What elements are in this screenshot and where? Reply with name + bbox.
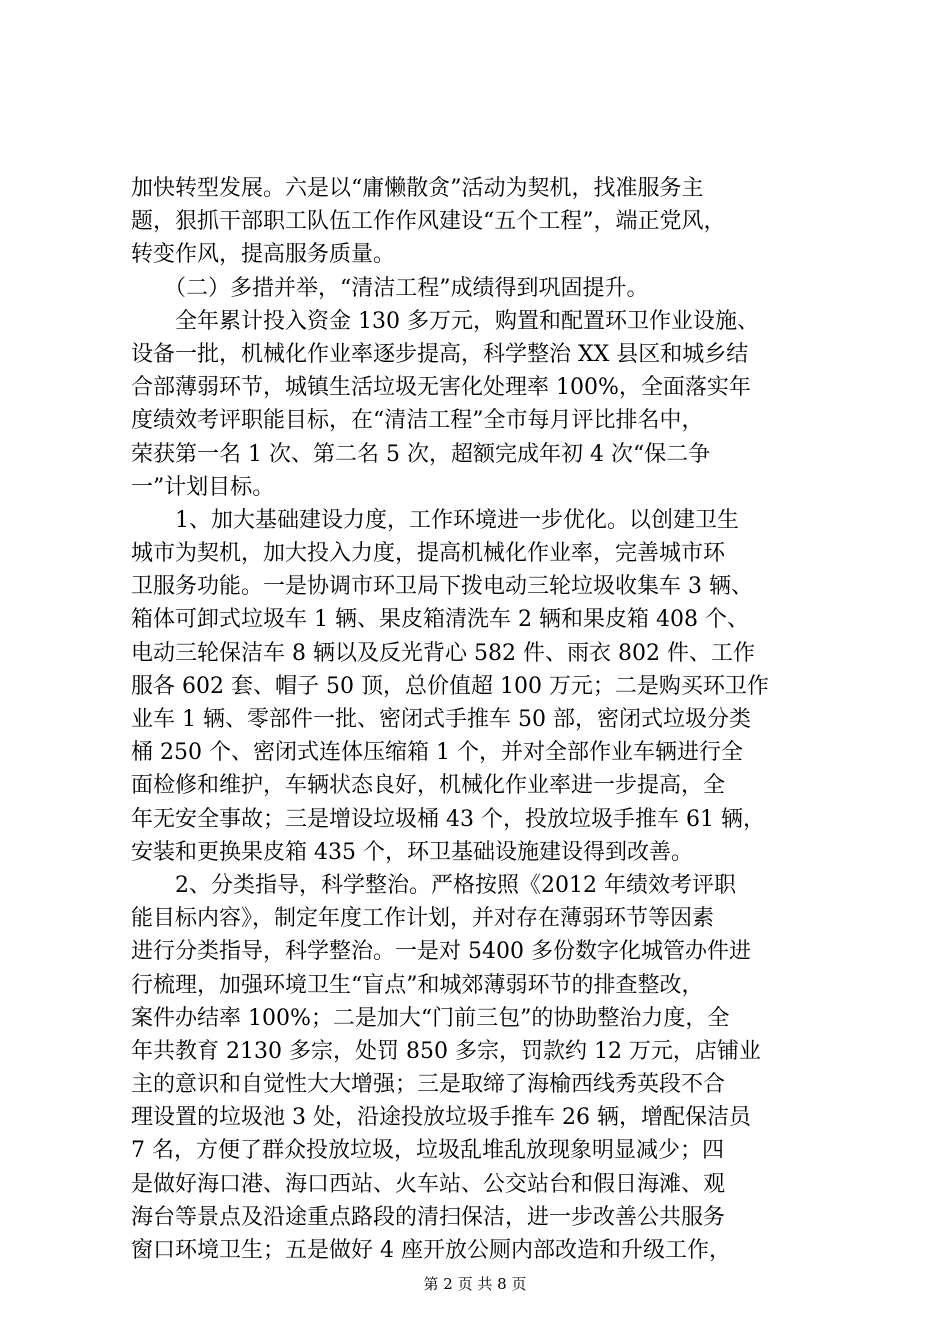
- text-line: 案件办结率 100%；二是加大“门前三包”的协助整治力度，全: [131, 1005, 730, 1031]
- text-line: 卫服务功能。一是协调市环卫局下拨电动三轮垃圾收集车 3 辆、: [131, 574, 753, 600]
- text-line: 设备一批，机械化作业率逐步提高，科学整治 XX 县区和城乡结: [131, 341, 749, 367]
- text-line: 面检修和维护，车辆状态良好，机械化作业率进一步提高，全: [131, 773, 726, 799]
- text-line: 1、加大基础建设力度，工作环境进一步优化。以创建卫生: [131, 507, 739, 533]
- text-line: 安装和更换果皮箱 435 个，环卫基础设施建设得到改善。: [131, 839, 693, 865]
- text-line: 海台等景点及沿途重点路段的清扫保洁，进一步改善公共服务: [131, 1204, 726, 1230]
- text-line: 转变作风，提高服务质量。: [131, 242, 396, 268]
- text-line: 2、分类指导，科学整治。严格按照《2012 年绩效考评职: [131, 872, 736, 898]
- text-line: 一”计划目标。: [131, 474, 275, 500]
- text-line: 7 名，方便了群众投放垃圾，垃圾乱堆乱放现象明显减少；四: [131, 1138, 724, 1164]
- text-line: 年无安全事故；三是增设垃圾桶 43 个，投放垃圾手推车 61 辆，: [131, 806, 765, 832]
- page-footer: 第 2 页 共 8 页: [423, 1275, 527, 1293]
- text-line: 城市为契机，加大投入力度，提高机械化作业率，完善城市环: [131, 541, 726, 567]
- text-line: 箱体可卸式垃圾车 1 辆、果皮箱清洗车 2 辆和果皮箱 408 个、: [131, 607, 749, 633]
- text-line: （二）多措并举，“清洁工程”成绩得到巩固提升。: [131, 275, 649, 301]
- text-line: 服各 602 套、帽子 50 顶，总价值超 100 万元；二是购买环卫作: [131, 673, 769, 699]
- text-line: 能目标内容》，制定年度工作计划，并对存在薄弱环节等因素: [131, 906, 715, 932]
- text-line: 桶 250 个、密闭式连体压缩箱 1 个，并对全部作业车辆进行全: [131, 740, 743, 766]
- text-line: 全年累计投入资金 130 多万元，购置和配置环卫作业设施、: [131, 308, 759, 334]
- body-text: [131, 172, 831, 1267]
- text-line: 合部薄弱环节，城镇生活垃圾无害化处理率 100%，全面落实年: [131, 375, 751, 401]
- text-line: 年共教育 2130 多宗，处罚 850 多宗，罚款约 12 万元，店铺业: [131, 1038, 761, 1064]
- text-line: 度绩效考评职能目标，在“清洁工程”全市每月评比排名中，: [131, 408, 704, 434]
- text-line: 荣获第一名 1 次、第二名 5 次，超额完成年初 4 次“保二争: [131, 441, 711, 467]
- text-line: 进行分类指导，科学整治。一是对 5400 多份数字化城管办件进: [131, 939, 751, 965]
- text-line: 题，狠抓干部职工队伍工作作风建设“五个工程”，端正党风，: [131, 209, 726, 235]
- text-line: 理设置的垃圾池 3 处，沿途投放垃圾手推车 26 辆，增配保洁员: [131, 1105, 751, 1131]
- text-line: 是做好海口港、海口西站、火车站、公交站台和假日海滩、观: [131, 1171, 726, 1197]
- text-line: 加快转型发展。六是以“庸懒散贪”活动为契机，找准服务主: [131, 176, 704, 201]
- text-line: 业车 1 辆、零部件一批、密闭式手推车 50 部，密闭式垃圾分类: [131, 707, 751, 732]
- text-line: 窗口环境卫生；五是做好 4 座开放公厕内部改造和升级工作，: [131, 1238, 731, 1263]
- text-line: 电动三轮保洁车 8 辆以及反光背心 582 件、雨衣 802 件、工作: [131, 640, 755, 666]
- text-line: 主的意识和自觉性大大增强；三是取缔了海榆西线秀英段不合: [131, 1072, 726, 1098]
- text-line: 行梳理，加强环境卫生“盲点”和城郊薄弱环节的排查整改，: [131, 972, 704, 998]
